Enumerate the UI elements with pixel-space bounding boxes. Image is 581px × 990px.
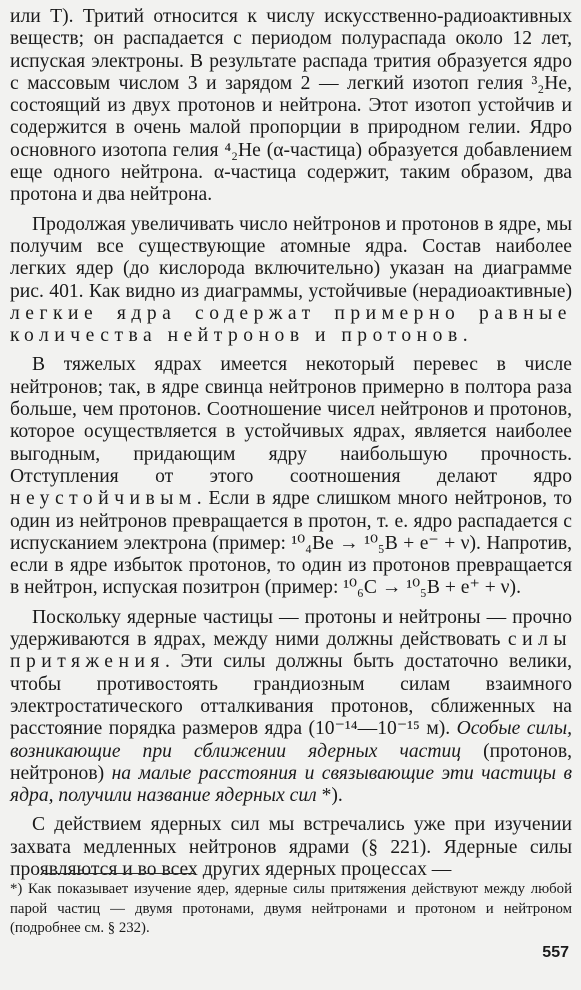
text-segment: на малые расстояния и связывающие эти частицы в ядра, получили название ядерных сил [10,762,572,807]
text-segment: Особые силы, возникающие при сближении ядерных частиц [10,718,573,762]
text-segment: . [462,325,468,347]
text-segment: В тяжелых ядрах имеется некоторый перевес в числе нейтронов; так, в ядре свинца нейтронов примерно в полтора раза больше, чем протонов. Соотношение чисел нейтронов и протонов, которое осуществляется в устойчивых ядрах, является наиболее выгодным, придающим ядру наибольшую прочность. Отступления от этого соотношения делают ядро [10,354,572,487]
text-segment: легкие ядра содержат примерно равные количества нейтронов и протонов [10,302,572,347]
page-number: 557 [542,944,569,961]
paragraph-gap [10,600,572,607]
paragraph-p5 [10,814,572,881]
text-segment: . Эти силы должны быть достаточно велики, чтобы противостоять грандиозным силам взаимного электростатического отталкивания протонов, сближенных на расстояние порядка размеров ядра (10⁻¹⁴—10⁻¹⁵ м). [10,651,572,740]
text-segment: Продолжая увеличивать число нейтронов и протонов в ядре, мы получим все существующие атомные ядра. Состав наиболее легких ядер (до кислорода включительно) указан на диаграмме рис. 401. Как видно из диаграммы, устойчивые (нерадиоактивные) [10,213,572,302]
text-segment: . Если в ядре слишком много нейтронов, то один из нейтронов превращается в протон, т. е. ядро распадается с испусканием электрона (пример: ¹⁰₄Be → ¹⁰₅B + e⁻ + ν). Напротив, если в ядре избыток протонов, то один из протонов превращается в нейтрон, испуская позитрон (пример: ¹⁰₆C → ¹⁰₅B + e⁺ + ν). [10,488,572,599]
text-segment: Поскольку ядерные частицы — протоны и нейтроны — прочно удерживаются в ядрах, между ними должны действовать [10,606,572,651]
text-segment: С действием ядерных сил мы встречались уже при изучении захвата медленных нейтронов ядрами (§ 221). Ядерные силы проявляются и во всех других ядерных процессах — [10,814,572,880]
paragraph-p2 [10,214,572,348]
footnote-divider [42,873,194,874]
paragraph-p4 [10,607,572,808]
paragraph-p1 [10,6,572,207]
text-segment: неустойчивым [10,488,197,510]
paragraph-gap [10,807,572,814]
paragraph-p3 [10,354,572,599]
text-segment: или Т). Тритий относится к числу искусственно-радиоактивных веществ; он распадается с периодом полураспада около 12 лет, испуская электроны. В результате распада трития образуется ядро с массовым числом 3 и зарядом 2 — легкий изотоп гелия ³₂He, состоящий из двух протонов и нейтрона. Этот изотоп устойчив и содержится в очень малой пропорции в природном гелии. Ядро основного изотопа гелия ⁴₂He (α-частица) образуется добавлением еще одного нейтрона. α-частица содержит, таким образом, два протона и два нейтрона. [10,6,572,206]
text-segment: силы притяжения [10,629,572,673]
text-segment: *). [316,785,343,807]
paragraph-gap [10,207,572,214]
paragraph-gap [10,347,572,354]
text-segment: (протонов, нейтронов) [10,740,573,784]
footnote: *) Как показывает изучение ядер, ядерные силы притяжения действуют между любой парой частиц — двумя протонами, двумя нейтронами и протоном и нейтроном (подробнее см. § 232). [10,881,572,936]
page-body [10,6,572,881]
